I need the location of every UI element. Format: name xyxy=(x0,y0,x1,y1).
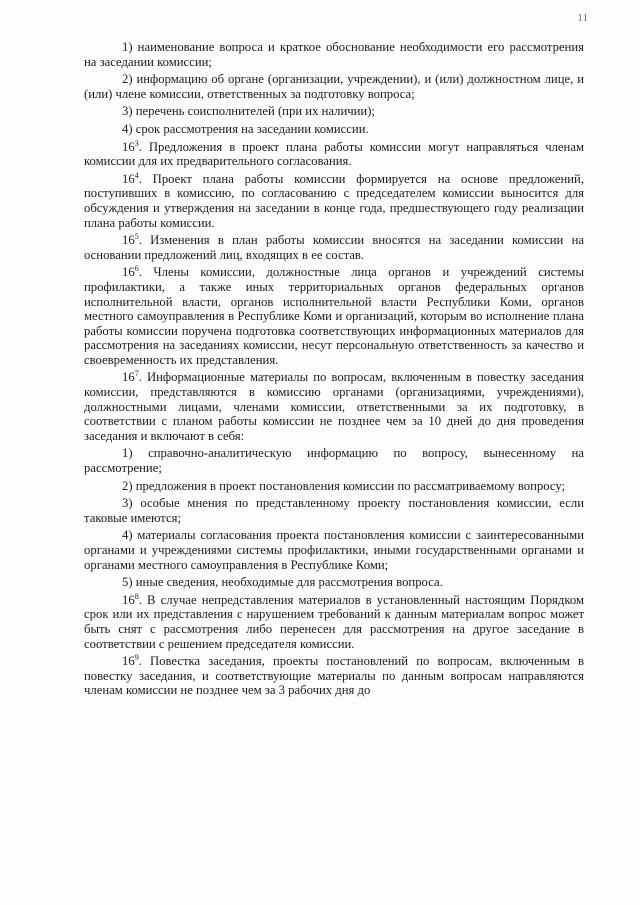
paragraph-text: 5) иные сведения, необходимые для рассмотрения вопроса. xyxy=(122,575,443,590)
list-item-paragraph xyxy=(84,72,584,101)
paragraph-text: . Члены комиссии, должностные лица органов и учреждений системы профилактики, а также иных территориальных органов федеральных органов исполнительной власти, органов исполнительной власти Республики Коми, органов местного самоуправления в Республике Коми и организаций, которым во исполнение плана работы комиссии поручена подготовка соответствующих информационных материалов для рассмотрения на заседаниях комиссии, несут персональную ответственность за качество и своевременность их представления. xyxy=(84,265,584,367)
clause-superscript: 5 xyxy=(134,231,139,241)
paragraph-text: 4) срок рассмотрения на заседании комиссии. xyxy=(122,121,369,136)
clause-number: 16 xyxy=(122,654,135,669)
paragraph-text: . Повестка заседания, проекты постановлений по вопросам, включенным в повестку заседания, и соответствующие материалы по данным вопросам направляются членам комиссии не позднее чем за 3 рабочих дня до xyxy=(84,654,584,698)
clause-superscript: 3 xyxy=(134,138,139,148)
clause-superscript: 6 xyxy=(134,264,139,274)
paragraph-text: 1) наименование вопроса и краткое обоснование необходимости его рассмотрения на заседании комиссии; xyxy=(84,40,584,69)
clause-number: 16 xyxy=(122,265,135,280)
document-body xyxy=(84,40,584,701)
list-item-paragraph xyxy=(84,479,584,494)
clause-number: 16 xyxy=(122,139,135,154)
clause-paragraph xyxy=(84,654,584,698)
list-item-paragraph xyxy=(84,528,584,572)
paragraph-text: 4) материалы согласования проекта постановления комиссии с заинтересованными органами и учреждениями системы профилактики, иными государственными органами и органами местного самоуправления в Республике Коми; xyxy=(84,528,584,572)
clause-paragraph xyxy=(84,172,584,230)
clause-paragraph xyxy=(84,265,584,367)
clause-superscript: 8 xyxy=(134,591,139,601)
paragraph-text: . Проект плана работы комиссии формируется на основе предложений, поступивших в комиссию, по согласованию с председателем комиссии выносится для обсуждения и утверждения на заседании в конце года, предшествующего году реализации плана работы комиссии. xyxy=(84,171,584,230)
list-item-paragraph xyxy=(84,104,584,119)
list-item-paragraph xyxy=(84,122,584,137)
clause-paragraph xyxy=(84,370,584,443)
clause-superscript: 4 xyxy=(134,170,139,180)
paragraph-text: 2) информацию об органе (организации, учреждении), и (или) должностном лице, и (или) члене комиссии, ответственных за подготовку вопроса; xyxy=(84,72,584,101)
clause-paragraph xyxy=(84,593,584,651)
paragraph-text: . В случае непредставления материалов в установленный настоящим Порядком срок или их представления с нарушением требований к данным материалам вопрос может быть снят с рассмотрения либо перенесен для рассмотрения на другое заседание в соответствии с решением председателя комиссии. xyxy=(84,592,584,651)
clause-number: 16 xyxy=(122,233,135,248)
clause-superscript: 7 xyxy=(134,369,139,379)
list-item-paragraph xyxy=(84,446,584,475)
paragraph-text: . Предложения в проект плана работы комиссии могут направляться членам комиссии для их предварительного согласования. xyxy=(84,139,584,169)
list-item-paragraph xyxy=(84,496,584,525)
clause-number: 16 xyxy=(122,592,135,607)
clause-superscript: 9 xyxy=(134,652,139,662)
list-item-paragraph xyxy=(84,575,584,590)
page-number: 11 xyxy=(577,12,588,24)
paragraph-text: 3) перечень соисполнителей (при их наличии); xyxy=(122,104,375,119)
clause-paragraph xyxy=(84,233,584,262)
clause-number: 16 xyxy=(122,171,135,186)
clause-number: 16 xyxy=(122,370,135,385)
paragraph-text: 2) предложения в проект постановления комиссии по рассматриваемому вопросу; xyxy=(122,478,566,493)
clause-paragraph xyxy=(84,140,584,169)
list-item-paragraph xyxy=(84,40,584,69)
paragraph-text: 3) особые мнения по представленному проекту постановления комиссии, если таковые имеются; xyxy=(84,496,584,525)
paragraph-text: . Изменения в план работы комиссии вносятся на заседании комиссии на основании предложений лиц, входящих в ее состав. xyxy=(84,233,584,262)
paragraph-text: 1) справочно-аналитическую информацию по вопросу, вынесенному на рассмотрение; xyxy=(84,446,584,476)
paragraph-text: . Информационные материалы по вопросам, включенным в повестку заседания комиссии, представляются в комиссию органами (организациями, учреждениями), должностными лицами, членами комиссии, ответственными за их подготовку, в соответствии с планом работы комиссии не позднее чем за 10 дней до дня проведения заседания и включают в себя: xyxy=(84,370,584,443)
